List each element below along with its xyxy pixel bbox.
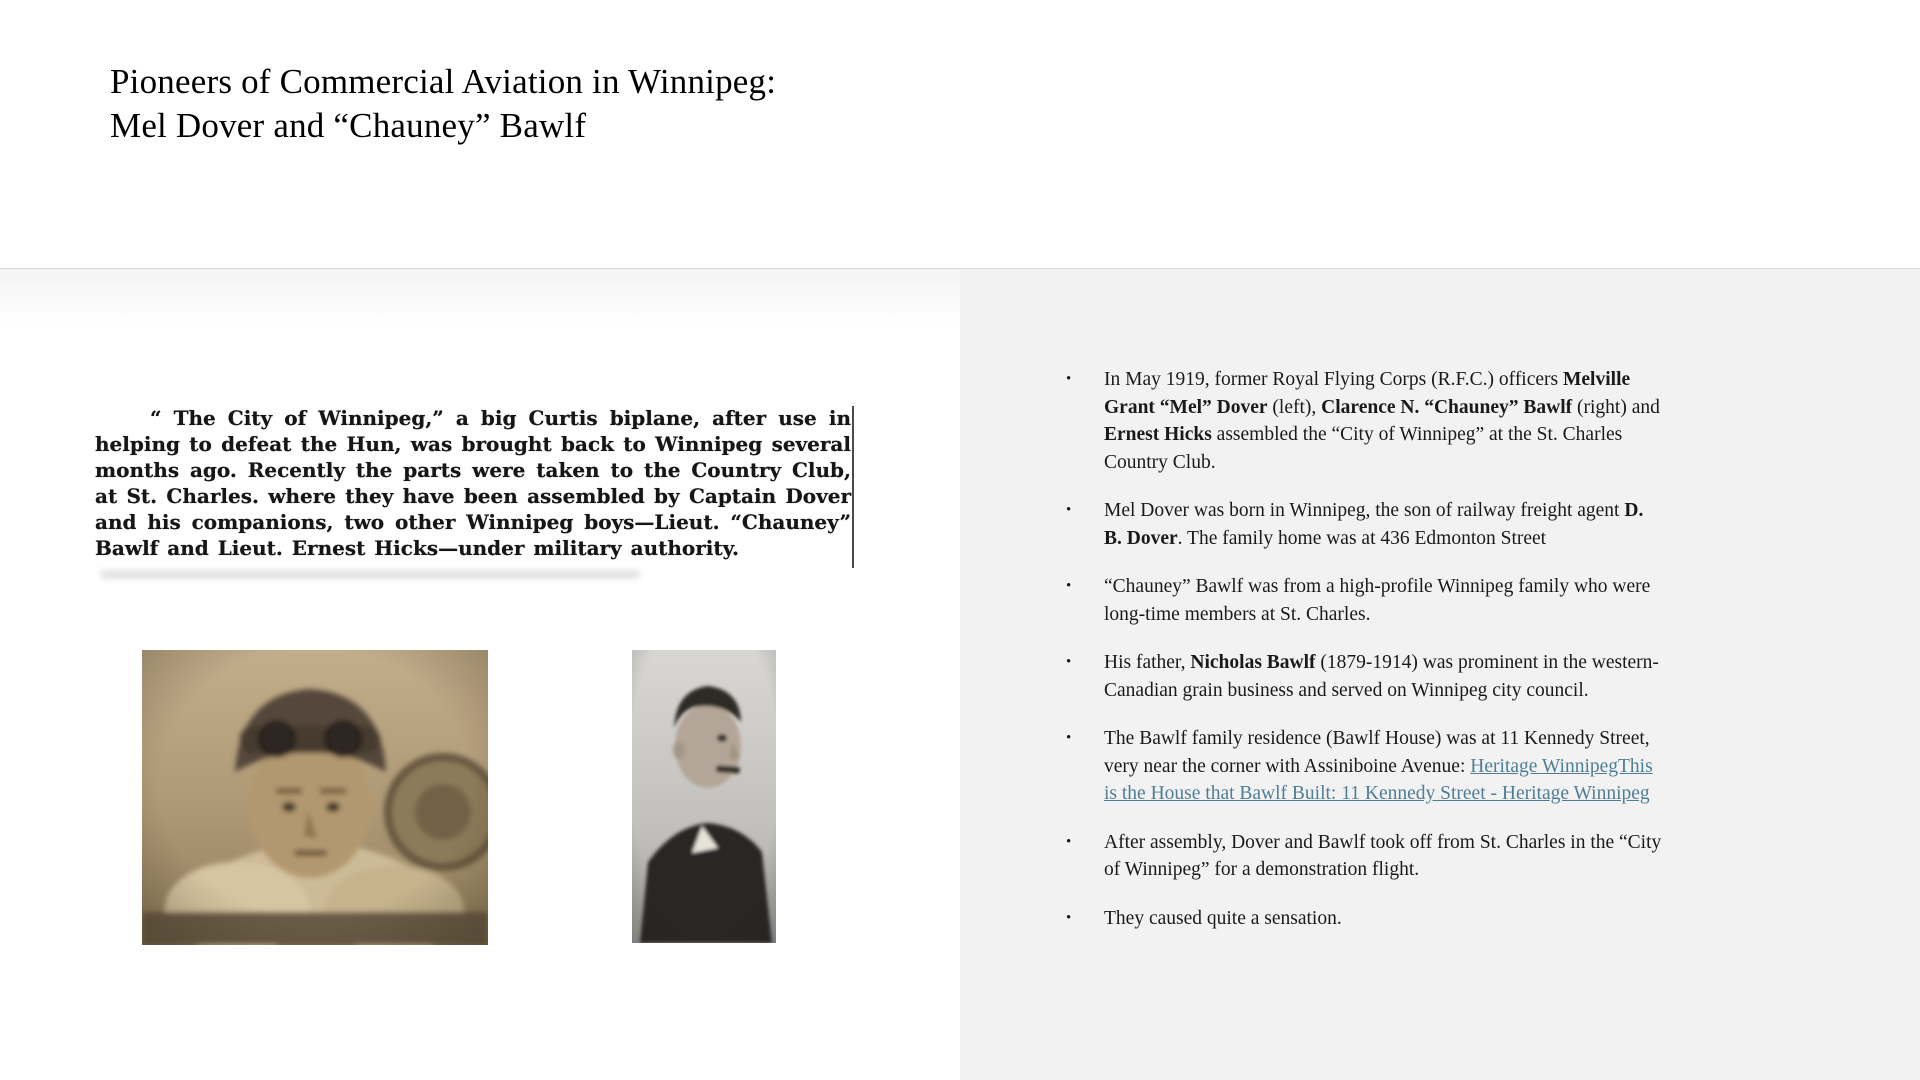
bullet-text xyxy=(1104,725,1792,808)
heritage-winnipeg-link[interactable]: is the House that Bawlf Built: 11 Kennedy Street - Heritage Winnipeg xyxy=(1104,783,1650,804)
text-run: Country Club. xyxy=(1104,451,1216,473)
bullet-marker: • xyxy=(1066,909,1072,926)
text-run: of Winnipeg” for a demonstration flight. xyxy=(1104,859,1420,880)
bullet-marker: • xyxy=(1066,502,1072,518)
bullet-text xyxy=(1104,366,1792,476)
clipping-cutoff-line xyxy=(100,570,640,579)
slide-title-line1: Pioneers of Commercial Aviation in Winnipeg: xyxy=(110,62,777,101)
text-run: Canadian grain business and served on Winnipeg city council. xyxy=(1104,679,1589,701)
bullet-text xyxy=(1104,905,1792,933)
text-run: assembled the “City of Winnipeg” at the St. Charles xyxy=(1211,424,1623,445)
bullet-marker: • xyxy=(1066,371,1072,387)
left-panel-shade xyxy=(0,269,960,324)
list-item xyxy=(1066,649,1792,704)
text-run: Clarence N. “Chauney” Bawlf xyxy=(1321,396,1573,418)
text-run: Mel Dover was born in Winnipeg, the son of railway freight agent xyxy=(1104,500,1625,521)
newspaper-clipping-text xyxy=(95,405,851,561)
text-run: (right) and xyxy=(1572,396,1660,418)
text-run: (1879-1914) was prominent in the western- xyxy=(1315,652,1659,673)
text-run: B. Dover xyxy=(1104,527,1178,549)
aviator-photo xyxy=(142,650,488,945)
text-run: (left), xyxy=(1267,396,1322,418)
portrait-photo xyxy=(632,650,776,943)
bullet-text xyxy=(1104,497,1792,552)
slide-title xyxy=(110,60,776,148)
list-item xyxy=(1066,366,1792,476)
list-item xyxy=(1066,725,1792,808)
text-run: Grant “Mel” Dover xyxy=(1104,396,1268,418)
bullet-marker: • xyxy=(1066,833,1072,850)
list-item xyxy=(1066,573,1792,628)
text-run: In May 1919, former Royal Flying Corps (R.F.C.) officers xyxy=(1104,369,1563,390)
text-run: D. xyxy=(1624,500,1644,521)
text-run: The Bawlf family residence (Bawlf House) was at 11 Kennedy Street, xyxy=(1104,728,1650,749)
bullet-marker: • xyxy=(1066,578,1072,594)
text-run: . The family home was at 436 Edmonton Street xyxy=(1177,527,1547,549)
bullet-list xyxy=(1066,366,1792,953)
text-run: They caused quite a sensation. xyxy=(1104,907,1342,929)
clipping-line: and his companions, two other Winnipeg boys—Lieut. “Chauney” xyxy=(95,510,851,534)
bullet-marker: • xyxy=(1066,730,1072,746)
clipping-line: months ago. Recently the parts were taken to the Country Club, xyxy=(95,458,851,482)
clipping-line: helping to defeat the Hun, was brought back to Winnipeg several xyxy=(95,432,851,456)
slide-title-line2: Mel Dover and “Chauney” Bawlf xyxy=(110,106,587,145)
clipping-line: at St. Charles. where they have been assembled by Captain Dover xyxy=(95,484,851,508)
list-item xyxy=(1066,905,1792,933)
bullet-text xyxy=(1104,649,1792,704)
text-run: After assembly, Dover and Bawlf took off from St. Charles in the “City xyxy=(1104,831,1662,853)
text-run: “Chauney” Bawlf was from a high-profile Winnipeg family who were xyxy=(1104,576,1651,597)
clipping-line: Bawlf and Lieut. Ernest Hicks—under military authority. xyxy=(95,536,739,560)
clipping-column-rule xyxy=(852,406,854,568)
bullet-marker: • xyxy=(1066,654,1072,670)
heritage-winnipeg-link[interactable]: Heritage WinnipegThis xyxy=(1470,755,1653,777)
list-item xyxy=(1066,497,1792,552)
text-run: Ernest Hicks xyxy=(1104,424,1212,445)
bullet-text xyxy=(1104,573,1792,628)
list-item xyxy=(1066,829,1792,884)
clipping-line: “ The City of Winnipeg,” a big Curtis biplane, after use in xyxy=(150,406,851,430)
text-run: Melville xyxy=(1563,369,1631,390)
text-run: Nicholas Bawlf xyxy=(1190,652,1316,673)
text-run: very near the corner with Assiniboine Avenue: xyxy=(1104,755,1471,777)
text-run: His father, xyxy=(1104,652,1191,673)
text-run: long-time members at St. Charles. xyxy=(1104,603,1371,625)
bullet-text xyxy=(1104,829,1792,884)
